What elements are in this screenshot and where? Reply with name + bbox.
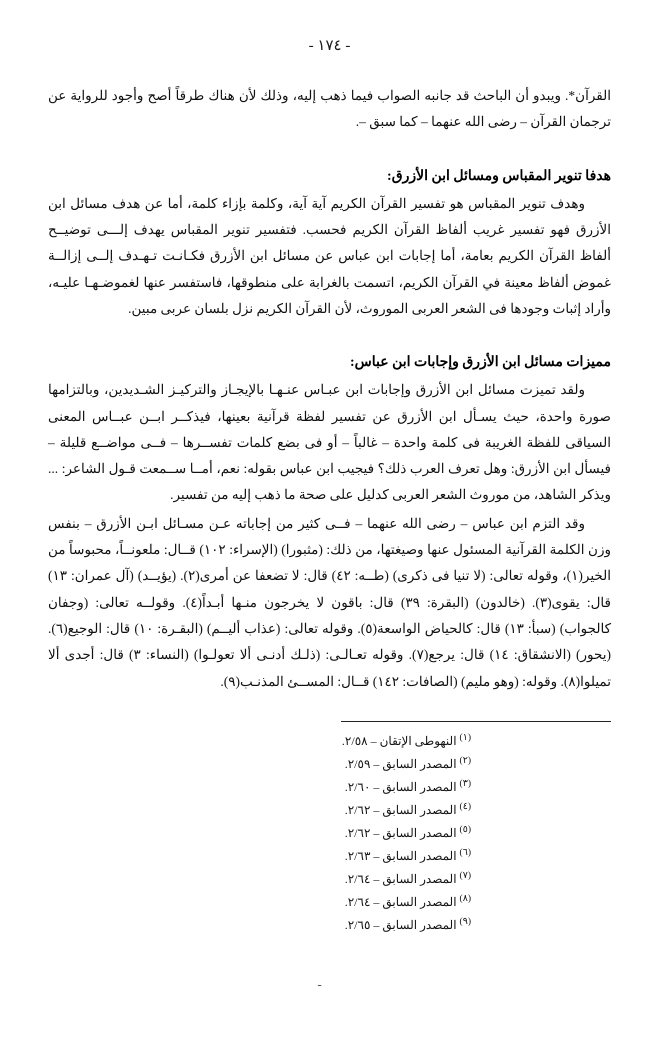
footnote-text: المصدر السابق – ٢/٦٢. xyxy=(344,802,457,817)
footnote-marker: (٩) xyxy=(459,916,471,927)
footnote-list xyxy=(0,730,659,936)
footnote-text: المصدر السابق – ٢/٦٥. xyxy=(344,917,457,932)
footnote-item xyxy=(48,753,611,775)
footnote-marker: (٧) xyxy=(459,870,471,881)
footnote-item xyxy=(48,730,611,752)
footnote-item xyxy=(48,776,611,798)
spacer xyxy=(48,324,611,336)
footnote-item xyxy=(48,822,611,844)
footnote-item xyxy=(48,845,611,867)
section-two-paragraph-one: ولقد تميزت مسائل ابن الأزرق وإجابات ابن عبـاس عنـهـا بالإيجـاز والتركيـز الشـديدين، وبالتزامها صورة واحدة، حيث يسـأل ابن الأزرق عن تفسير لفظة قرآنية بعينها، فيذكــر ابــن عبــاس المعنى السياقى للفظة الغريبة فى كلمة واحدة – غالباً – أو فى بضع كلمات تفســرها – فــى مواضــع قليلة – فيسأل ابن الأزرق: وهل تعرف العرب ذلك؟ فيجيب ابن عباس بقوله: نعم، أمــا ســمعت قـول الشاعر: ... ويذكر الشاهد، من موروث الشعر العربى كدليل على صحة ما ذهب إليه من تفسير. xyxy=(48,382,611,503)
section-one-paragraph: وهدف تنوير المقباس هو تفسير القرآن الكريم آية آية، وكلمة بإزاء كلمة، أما عن هدف مسائل ابن الأزرق فهو تفسير غريب ألفاظ القرآن الكريم فحسب. فتفسير تنوير المقباس يهدف إلـــى توضيــح ألفاظ القرآن الكريم بعامة، أما إجابات ابن عباس عن مسائل ابن الأزرق فكـانـت تـهـدف إلــى إزالــة غموض ألفاظ معينة في القرآن الكريم، اتسمت بالغرابة على منطوقها، فاستفسر عنها لغموضـهـا عليـه، وأراد إثبات وجودها فى الشعر العربى الموروث، لأن القرآن الكريم نزل بلسان عربى مبين. xyxy=(48,195,611,316)
section-two-paragraph-two: وقد التزم ابن عباس – رضى الله عنهما – فــى كثير من إجاباته عـن مسـائل ابـن الأزرق – بنفس وزن الكلمة القرآنية المسئول عنها وصيغتها، من ذلك: (مثبورا) (الإسراء: ١٠٢) قــال: ملعونــاً، محبوساً من الخير(١)، وقوله تعالى: (لا تنيا فى ذكرى) (طــه: ٤٢) قال: لا تضعفا عن أمرى(٢). (يؤيــد) (آل عمران: ١٣) قال: يقوى(٣). (خالدون) (البقرة: ٣٩) قال: باقون لا يخرجون منـها أبـداً(٤). وقولــه تعالى: (وجفان كالجواب) (سبأ: ١٣) قال: كالحياض الواسعة(٥). وقوله تعالى: (عذاب أليــم) (البقـرة: ١٠) قال: الوجيع(٦). (يحور) (الانشقاق: ١٤) قال: يرجع(٧). وقوله تعـالـى: (ذلـك أدنـى ألا تعولـوا) (النساء: ٣) قال: أجدى ألا تميلوا(٨). وقوله: (وهو مليم) (الصافات: ١٤٢) قــال: المســئ المذنـب(٩). xyxy=(48,515,612,689)
page-content xyxy=(0,83,659,695)
document-page xyxy=(0,36,659,1060)
footnote-marker: (٣) xyxy=(459,778,471,789)
footnote-item xyxy=(48,914,611,936)
footnote-marker: (٨) xyxy=(459,893,471,904)
footnote-text: المصدر السابق – ٢/٦٢. xyxy=(344,825,457,840)
footnote-item xyxy=(48,799,611,821)
footnote-marker: (٢) xyxy=(459,755,471,766)
footnote-text: النهوطى الإتقان – ٢/٥٨. xyxy=(341,733,457,748)
footnote-separator xyxy=(341,721,611,722)
footnote-text: المصدر السابق – ٢/٦٣. xyxy=(344,848,457,863)
footnote-text: المصدر السابق – ٢/٥٩. xyxy=(344,756,457,771)
page-number: - ١٧٤ - xyxy=(308,38,351,54)
spacer xyxy=(48,138,611,150)
section-heading-two: مميزات مسائل ابن الأزرق وإجابات ابن عباس: xyxy=(349,355,611,371)
footnote-marker: (١) xyxy=(459,732,471,743)
footnote-text: المصدر السابق – ٢/٦٤. xyxy=(344,894,457,909)
footnote-item xyxy=(48,891,611,913)
footnote-marker: (٦) xyxy=(459,847,471,858)
footnote-text: المصدر السابق – ٢/٦٠. xyxy=(344,779,457,794)
footnote-text: المصدر السابق – ٢/٦٤. xyxy=(344,871,457,886)
footnote-marker: (٥) xyxy=(459,824,471,835)
footnote-item xyxy=(48,868,611,890)
section-heading-one: هدفا تنوير المقباس ومسائل ابن الأزرق: xyxy=(387,168,611,184)
footnote-marker: (٤) xyxy=(459,801,471,812)
page-side-mark: ـ xyxy=(318,977,322,989)
opening-paragraph: القرآن*. ويبدو أن الباحث قد جانبه الصواب فيما ذهب إليه، وذلك لأن هناك طرقاً أصح وأجود للرواية عن ترجمان القرآن – رضى الله عنهما – كما سبق –. xyxy=(48,88,611,130)
